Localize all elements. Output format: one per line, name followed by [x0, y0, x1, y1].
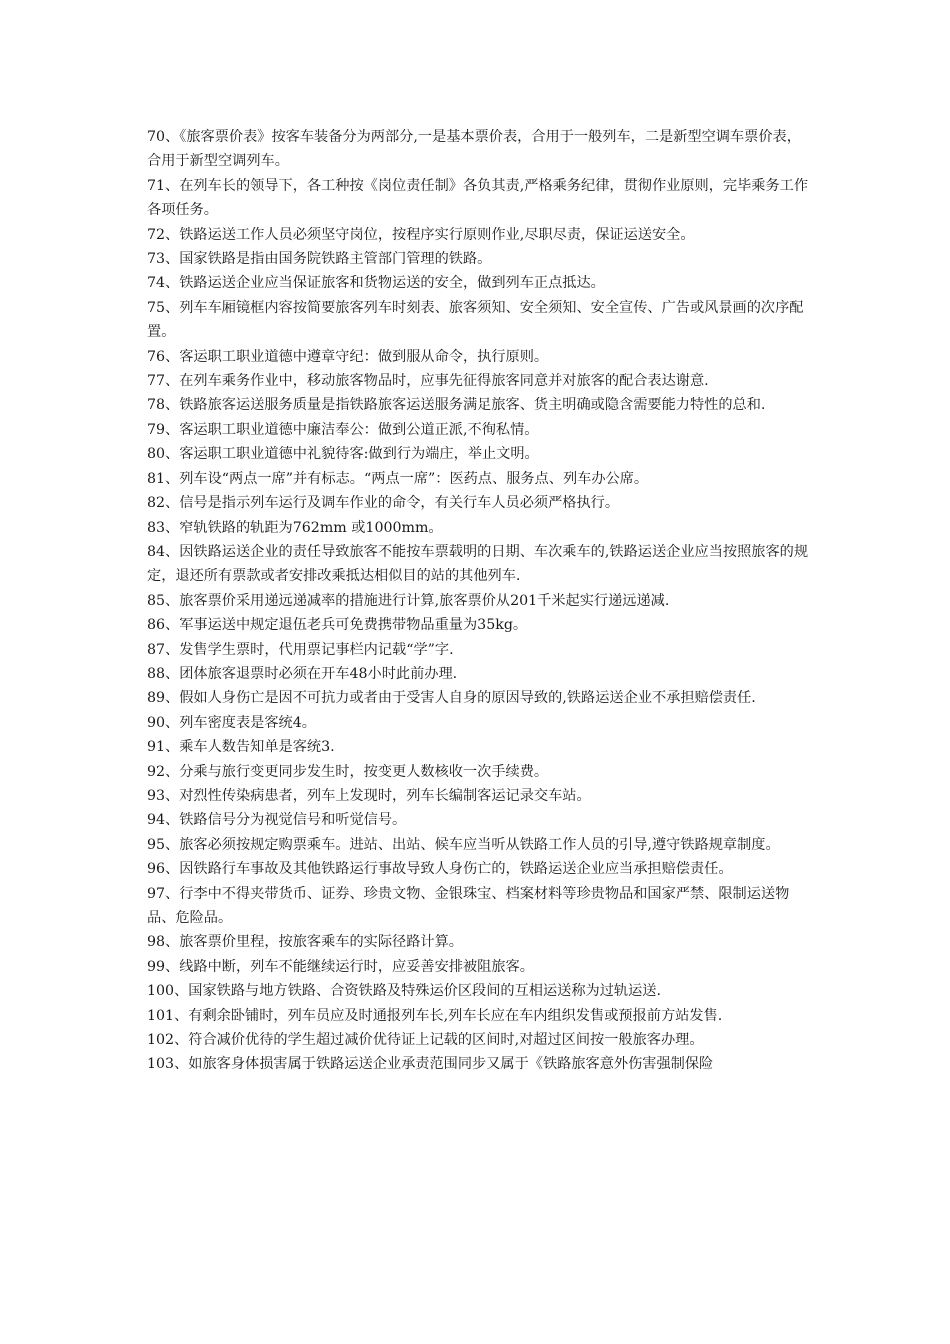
list-item: 72、铁路运送工作人员必须坚守岗位，按程序实行原则作业,尽职尽责，保证运送安全。 [147, 226, 695, 243]
list-item: 92、分乘与旅行变更同步发生时，按变更人数核收一次手续费。 [147, 763, 549, 780]
list-item: 88、团体旅客退票时必须在开车48小时此前办理. [147, 665, 458, 682]
list-item: 71、在列车长的领导下，各工种按《岗位责任制》各负其责,严格乘务纪律，贯彻作业原则，完毕乘务工作各项任务。 [147, 177, 809, 219]
list-item: 70、《旅客票价表》按客车装备分为两部分,一是基本票价表，合用于一般列车，二是新型空调车票价表，合用于新型空调列车。 [147, 129, 801, 170]
list-item: 80、客运职工职业道德中礼貌待客:做到行为端庄，举止文明。 [147, 446, 539, 463]
list-item: 81、列车设“两点一席”并有标志。“两点一席”：医药点、服务点、列车办公席。 [147, 470, 649, 487]
list-item: 98、旅客票价里程，按旅客乘车的实际径路计算。 [147, 934, 463, 951]
list-item: 75、列车车厢镜框内容按简要旅客列车时刻表、旅客须知、安全须知、安全宣传、广告或风景画的次序配置。 [147, 299, 804, 341]
list-item: 95、旅客必须按规定购票乘车。进站、出站、候车应当听从铁路工作人员的引导,遵守铁路规章制度。 [147, 836, 780, 853]
list-item: 85、旅客票价采用递远递减率的措施进行计算,旅客票价从201千米起实行递远递减. [147, 592, 670, 609]
list-item: 86、军事运送中规定退伍老兵可免费携带物品重量为35kg。 [147, 617, 528, 634]
list-item: 76、客运职工职业道德中遵章守纪：做到服从命令，执行原则。 [147, 348, 549, 365]
list-item: 87、发售学生票时，代用票记事栏内记载“学”字. [147, 641, 454, 658]
list-item: 93、对烈性传染病患者，列车上发现时，列车长编制客运记录交车站。 [147, 787, 591, 804]
list-item: 96、因铁路行车事故及其他铁路运行事故导致人身伤亡的，铁路运送企业应当承担赔偿责任。 [147, 861, 733, 878]
list-item: 94、铁路信号分为视觉信号和听觉信号。 [147, 812, 407, 829]
list-item: 77、在列车乘务作业中，移动旅客物品时，应事先征得旅客同意并对旅客的配合表达谢意. [147, 373, 709, 390]
list-item: 90、列车密度表是客统4。 [147, 714, 316, 731]
list-item: 102、符合减价优待的学生超过减价优待证上记载的区间时,对超过区间按一般旅客办理。 [147, 1032, 704, 1049]
list-item: 91、乘车人数告知单是客统3. [147, 739, 335, 756]
list-item: 89、假如人身伤亡是因不可抗力或者由于受害人自身的原因导致的,铁路运送企业不承担赔偿责任. [147, 690, 756, 707]
list-item: 82、信号是指示列车运行及调车作业的命令，有关行车人员必须严格执行。 [147, 495, 620, 512]
list-item: 74、铁路运送企业应当保证旅客和货物运送的安全，做到列车正点抵达。 [147, 275, 605, 292]
list-item: 101、有剩余卧铺时，列车员应及时通报列车长,列车长应在车内组织发售或预报前方站发售. [147, 1007, 723, 1024]
list-item: 84、因铁路运送企业的责任导致旅客不能按车票载明的日期、车次乘车的,铁路运送企业应当按照旅客的规定，退还所有票款或者安排改乘抵达相似目的站的其他列车. [147, 543, 809, 585]
list-item: 73、国家铁路是指由国务院铁路主管部门管理的铁路。 [147, 251, 492, 268]
list-item: 100、国家铁路与地方铁路、合资铁路及特殊运价区段间的互相运送称为过轨运送. [147, 983, 661, 1000]
list-item: 78、铁路旅客运送服务质量是指铁路旅客运送服务满足旅客、货主明确或隐含需要能力特性的总和. [147, 397, 766, 414]
list-item: 97、行李中不得夹带货币、证券、珍贵文物、金银珠宝、档案材料等珍贵物品和国家严禁、限制运送物品、危险品。 [147, 885, 790, 926]
list-item: 103、如旅客身体损害属于铁路运送企业承责范围同步又属于《铁路旅客意外伤害强制保险 [147, 1056, 714, 1073]
document-body [147, 125, 812, 1077]
list-item: 79、客运职工职业道德中廉洁奉公：做到公道正派,不徇私情。 [147, 421, 539, 438]
list-item: 99、线路中断，列车不能继续运行时，应妥善安排被阻旅客。 [147, 958, 534, 975]
list-item: 83、窄轨铁路的轨距为762mm 或1000mm。 [147, 519, 443, 536]
